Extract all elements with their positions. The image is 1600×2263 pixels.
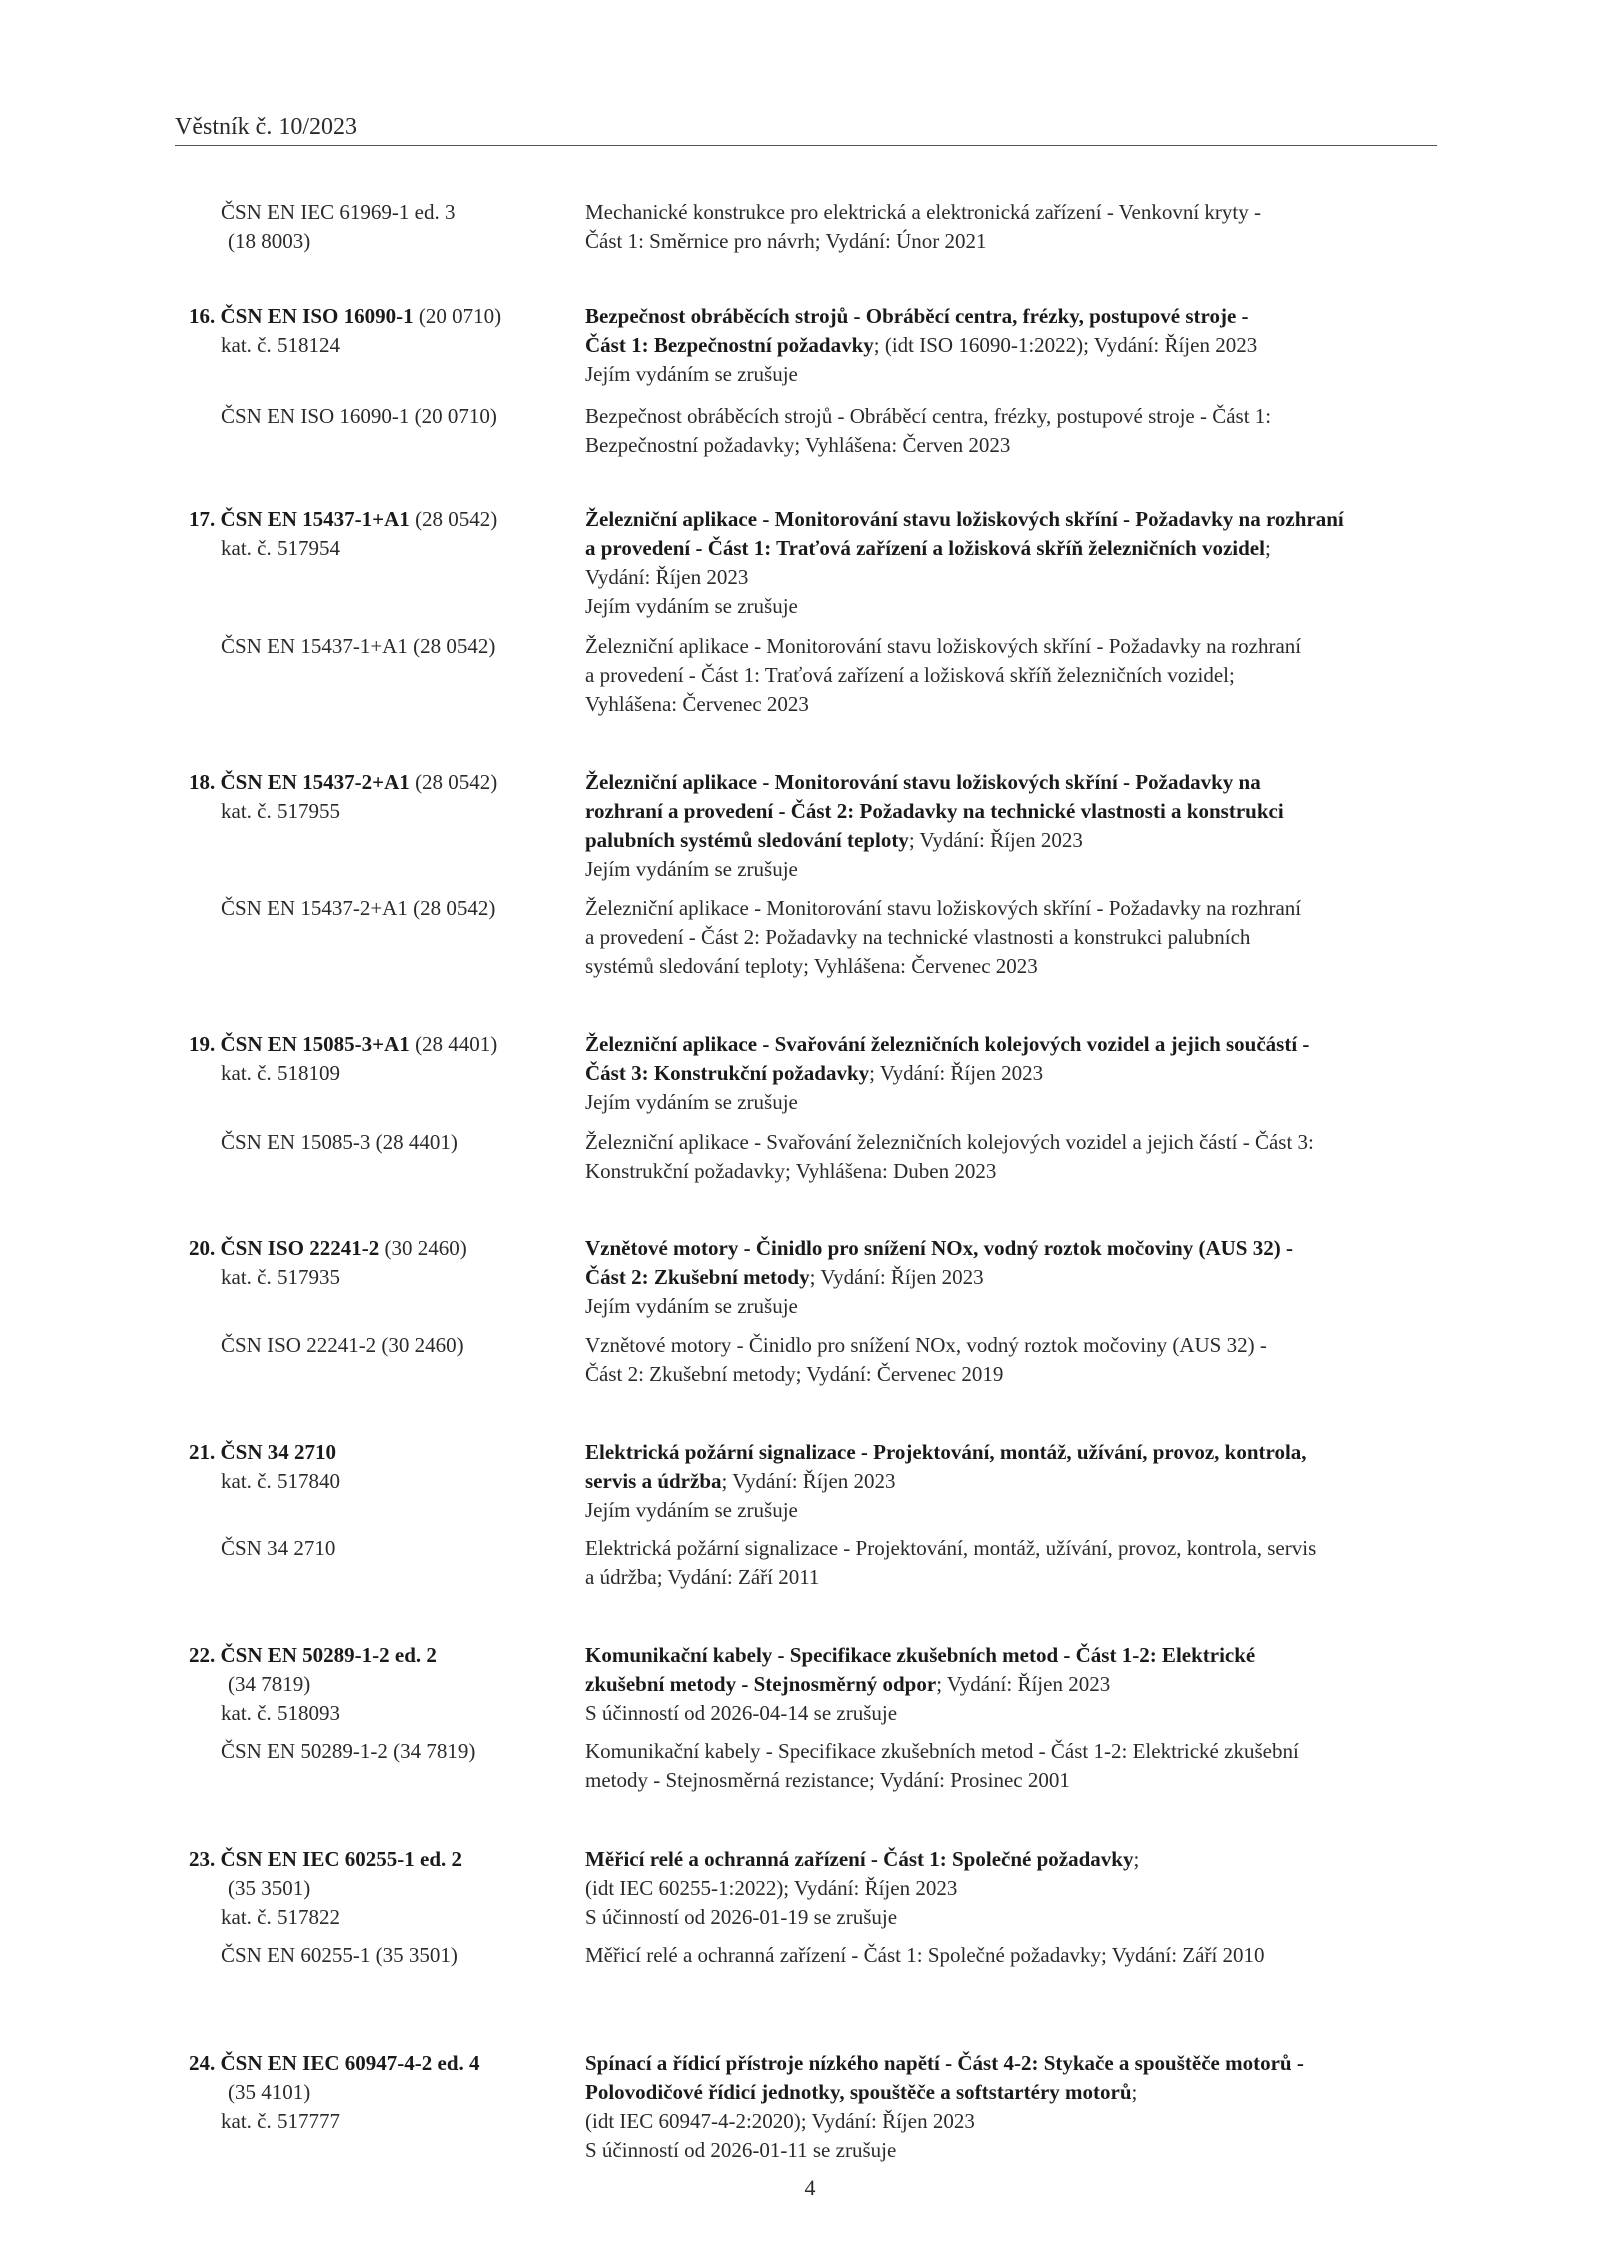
plain-text: (34 7819) [228,1672,311,1696]
standard-designation [189,632,569,661]
plain-text: ; [1264,536,1271,560]
text-line [585,431,1465,460]
plain-text: kat. č. 517954 [221,536,340,560]
text-line [189,1903,569,1932]
bold-text: Část 1: Bezpečnostní požadavky [585,333,874,357]
text-line [585,1496,1465,1525]
bold-text: 23. ČSN EN IEC 60255-1 ed. 2 [189,1847,463,1871]
plain-text: (18 8003) [228,229,311,253]
plain-text: Komunikační kabely - Specifikace zkušebních metod - Část 1-2: Elektrické zkušební [585,1739,1299,1763]
plain-text: (35 4101) [228,2080,311,2104]
text-line [189,2078,569,2107]
plain-text: ČSN EN 50289-1-2 (34 7819) [221,1739,476,1763]
plain-text: ; [1131,2080,1138,2104]
plain-text: Část 1: Směrnice pro návrh; Vydání: Únor 2021 [585,229,987,253]
plain-text: ČSN EN IEC 61969-1 ed. 3 [221,200,456,224]
text-line [585,1641,1465,1670]
plain-text: Jejím vydáním se zrušuje [585,1498,798,1522]
standard-title [585,2049,1465,2165]
bold-text: Část 2: Zkušební metody [585,1265,810,1289]
standard-title [585,1128,1465,1186]
text-line [585,1292,1465,1321]
text-line [585,894,1465,923]
bold-text: Bezpečnost obráběcích strojů - Obráběcí centra, frézky, postupové stroje - [585,304,1249,328]
text-line [189,1331,569,1360]
text-line [189,198,569,227]
bold-text: zkušební metody - Stejnosměrný odpor [585,1672,937,1696]
plain-text: S účinností od 2026-01-11 se zrušuje [585,2138,897,2162]
standard-designation [189,1234,569,1292]
text-line [189,894,569,923]
plain-text: ČSN EN 15085-3 (28 4401) [221,1130,458,1154]
standard-title [585,402,1465,460]
plain-text: (idt IEC 60947-4-2:2020); Vydání: Říjen 2023 [585,2109,975,2133]
plain-text: kat. č. 517822 [221,1905,340,1929]
text-line [585,360,1465,389]
plain-text: (28 0542) [409,770,498,794]
text-line [585,1737,1465,1766]
plain-text: Vznětové motory - Činidlo pro snížení NOx, vodný roztok močoviny (AUS 32) - [585,1333,1267,1357]
standard-title [585,1331,1465,1389]
plain-text: kat. č. 517777 [221,2109,340,2133]
plain-text: Jejím vydáním se zrušuje [585,1294,798,1318]
text-line [585,826,1465,855]
plain-text: (35 3501) [228,1876,311,1900]
plain-text: Bezpečnostní požadavky; Vyhlášena: Červen 2023 [585,433,1011,457]
text-line [585,1128,1465,1157]
bold-text: 17. ČSN EN 15437-1+A1 [189,507,410,531]
plain-text: Měřicí relé a ochranná zařízení - Část 1: Společné požadavky; Vydání: Září 2010 [585,1943,1265,1967]
text-line [585,1467,1465,1496]
text-line [585,534,1465,563]
bold-text: Vznětové motory - Činidlo pro snížení NOx, vodný roztok močoviny (AUS 32) - [585,1236,1293,1260]
plain-text: kat. č. 517935 [221,1265,340,1289]
standard-title [585,1438,1465,1525]
plain-text: Bezpečnost obráběcích strojů - Obráběcí centra, frézky, postupové stroje - Část 1: [585,404,1272,428]
header-divider [175,145,1437,146]
bold-text: Měřicí relé a ochranná zařízení - Část 1: Společné požadavky [585,1847,1134,1871]
text-line [189,302,569,331]
standard-designation [189,402,569,431]
text-line [189,1845,569,1874]
plain-text: ČSN ISO 22241-2 (30 2460) [221,1333,464,1357]
text-line [585,1699,1465,1728]
bold-text: Elektrická požární signalizace - Projektování, montáž, užívání, provoz, kontrola, [585,1440,1307,1464]
plain-text: ČSN EN 15437-2+A1 (28 0542) [221,896,496,920]
text-line [585,2107,1465,2136]
bold-text: palubních systémů sledování teploty [585,828,909,852]
standard-title [585,894,1465,981]
plain-text: kat. č. 517955 [221,799,340,823]
text-line [585,2136,1465,2165]
bold-text: rozhraní a provedení - Část 2: Požadavky na technické vlastnosti a konstrukci [585,799,1284,823]
standard-title [585,1641,1465,1728]
text-line [585,1534,1465,1563]
plain-text: Železniční aplikace - Monitorování stavu ložiskových skříní - Požadavky na rozhraní [585,634,1302,658]
standard-title [585,302,1465,389]
text-line [585,1263,1465,1292]
text-line [585,505,1465,534]
bold-text: 19. ČSN EN 15085-3+A1 [189,1032,410,1056]
standard-title [585,1941,1465,1970]
text-line [585,1157,1465,1186]
plain-text: S účinností od 2026-01-19 se zrušuje [585,1905,898,1929]
text-line [189,1941,569,1970]
text-line [585,331,1465,360]
plain-text: kat. č. 517840 [221,1469,340,1493]
bold-text: Komunikační kabely - Specifikace zkušebních metod - Část 1-2: Elektrické [585,1643,1256,1667]
text-line [189,1059,569,1088]
standard-title [585,505,1465,621]
plain-text: (30 2460) [379,1236,467,1260]
plain-text: ČSN 34 2710 [221,1536,336,1560]
text-line [585,1438,1465,1467]
standard-designation [189,894,569,923]
standard-designation [189,1941,569,1970]
plain-text: ; (idt ISO 16090-1:2022); Vydání: Říjen 2023 [873,333,1258,357]
bold-text: 24. ČSN EN IEC 60947-4-2 ed. 4 [189,2051,480,2075]
standard-designation [189,1737,569,1766]
text-line [585,1030,1465,1059]
text-line [585,2078,1465,2107]
text-line [189,1263,569,1292]
text-line [189,1438,569,1467]
text-line [585,797,1465,826]
text-line [585,1845,1465,1874]
text-line [585,1941,1465,1970]
text-line [585,768,1465,797]
text-line [585,1234,1465,1263]
plain-text: a provedení - Část 2: Požadavky na technické vlastnosti a konstrukci palubních [585,925,1251,949]
plain-text: S účinností od 2026-04-14 se zrušuje [585,1701,898,1725]
text-line [585,302,1465,331]
standard-title [585,198,1465,256]
plain-text: systémů sledování teploty; Vyhlášena: Červenec 2023 [585,954,1038,978]
standard-designation [189,768,569,826]
standard-designation [189,1438,569,1496]
text-line [585,1360,1465,1389]
text-line [189,797,569,826]
text-line [585,227,1465,256]
text-line [189,1234,569,1263]
bold-text: 20. ČSN ISO 22241-2 [189,1236,380,1260]
text-line [189,227,569,256]
standard-designation [189,1534,569,1563]
plain-text: Železniční aplikace - Svařování železničních kolejových vozidel a jejich částí - Část 3: [585,1130,1314,1154]
bold-text: 21. ČSN 34 2710 [189,1440,337,1464]
plain-text: Elektrická požární signalizace - Projektování, montáž, užívání, provoz, kontrola, servis [585,1536,1317,1560]
text-line [585,592,1465,621]
plain-text: (20 0710) [413,304,502,328]
plain-text: kat. č. 518093 [221,1701,340,1725]
text-line [189,2107,569,2136]
standard-designation [189,1331,569,1360]
text-line [189,1699,569,1728]
standard-designation [189,1030,569,1088]
text-line [189,331,569,360]
text-line [585,563,1465,592]
bold-text: Polovodičové řídicí jednotky, spouštěče a softstartéry motorů [585,2080,1132,2104]
text-line [585,1903,1465,1932]
text-line [585,198,1465,227]
plain-text: (28 0542) [409,507,498,531]
plain-text: ČSN EN 15437-1+A1 (28 0542) [221,634,496,658]
standard-designation [189,2049,569,2136]
text-line [585,1874,1465,1903]
text-line [585,690,1465,719]
plain-text: ; Vydání: Říjen 2023 [908,828,1083,852]
plain-text: Jejím vydáním se zrušuje [585,857,798,881]
text-line [585,661,1465,690]
standard-designation [189,1128,569,1157]
standard-title [585,1234,1465,1321]
standard-title [585,768,1465,884]
standard-designation [189,198,569,256]
plain-text: Část 2: Zkušební metody; Vydání: Červenec 2019 [585,1362,1004,1386]
text-line [585,632,1465,661]
text-line [189,2049,569,2078]
text-line [585,1088,1465,1117]
text-line [585,2049,1465,2078]
bold-text: 16. ČSN EN ISO 16090-1 [189,304,414,328]
plain-text: ; Vydání: Říjen 2023 [809,1265,984,1289]
text-line [189,1030,569,1059]
bold-text: Železniční aplikace - Monitorování stavu ložiskových skříní - Požadavky na [585,770,1261,794]
journal-header: Věstník č. 10/2023 [175,114,357,140]
text-line [585,923,1465,952]
bold-text: Železniční aplikace - Monitorování stavu ložiskových skříní - Požadavky na rozhraní [585,507,1344,531]
plain-text: a údržba; Vydání: Září 2011 [585,1565,820,1589]
plain-text: Vyhlášena: Červenec 2023 [585,692,809,716]
standard-designation [189,1641,569,1728]
text-line [189,768,569,797]
page-number: 4 [804,2175,816,2200]
text-line [189,1737,569,1766]
standard-designation [189,1845,569,1932]
plain-text: ČSN EN 60255-1 (35 3501) [221,1943,458,1967]
bold-text: Spínací a řídicí přístroje nízkého napětí - Část 4-2: Stykače a spouštěče motorů - [585,2051,1304,2075]
text-line [189,1128,569,1157]
plain-text: (28 4401) [409,1032,498,1056]
text-line [189,632,569,661]
standard-title [585,1030,1465,1117]
plain-text: Jejím vydáním se zrušuje [585,1090,798,1114]
plain-text: Konstrukční požadavky; Vyhlášena: Duben 2023 [585,1159,997,1183]
text-line [189,1641,569,1670]
plain-text: metody - Stejnosměrná rezistance; Vydání: Prosinec 2001 [585,1768,1070,1792]
text-line [585,855,1465,884]
text-line [189,505,569,534]
text-line [585,1059,1465,1088]
plain-text: ČSN EN ISO 16090-1 (20 0710) [221,404,497,428]
text-line [189,534,569,563]
plain-text: ; Vydání: Říjen 2023 [869,1061,1044,1085]
plain-text: Železniční aplikace - Monitorování stavu ložiskových skříní - Požadavky na rozhraní [585,896,1302,920]
text-line [585,402,1465,431]
bold-text: servis a údržba [585,1469,722,1493]
plain-text: Mechanické konstrukce pro elektrická a elektronická zařízení - Venkovní kryty - [585,200,1261,224]
bold-text: Železniční aplikace - Svařování železničních kolejových vozidel a jejich součástí - [585,1032,1310,1056]
text-line [585,952,1465,981]
plain-text: Jejím vydáním se zrušuje [585,362,798,386]
text-line [189,1670,569,1699]
plain-text: Jejím vydáním se zrušuje [585,594,798,618]
standard-title [585,1534,1465,1592]
plain-text: kat. č. 518109 [221,1061,340,1085]
plain-text: kat. č. 518124 [221,333,340,357]
bold-text: Část 3: Konstrukční požadavky [585,1061,870,1085]
bold-text: 22. ČSN EN 50289-1-2 ed. 2 [189,1643,437,1667]
text-line [585,1331,1465,1360]
standard-title [585,632,1465,719]
standard-designation [189,302,569,360]
plain-text: a provedení - Část 1: Traťová zařízení a ložisková skříň železničních vozidel; [585,663,1235,687]
standard-designation [189,505,569,563]
bold-text: 18. ČSN EN 15437-2+A1 [189,770,410,794]
text-line [189,1874,569,1903]
standard-title [585,1845,1465,1932]
plain-text: ; Vydání: Říjen 2023 [936,1672,1111,1696]
plain-text: (idt IEC 60255-1:2022); Vydání: Říjen 2023 [585,1876,958,1900]
text-line [585,1563,1465,1592]
plain-text: ; [1133,1847,1140,1871]
text-line [189,1534,569,1563]
text-line [189,402,569,431]
text-line [585,1670,1465,1699]
text-line [585,1766,1465,1795]
plain-text: ; Vydání: Říjen 2023 [721,1469,896,1493]
text-line [189,1467,569,1496]
bold-text: a provedení - Část 1: Traťová zařízení a ložisková skříň železničních vozidel [585,536,1265,560]
standard-title [585,1737,1465,1795]
plain-text: Vydání: Říjen 2023 [585,565,749,589]
